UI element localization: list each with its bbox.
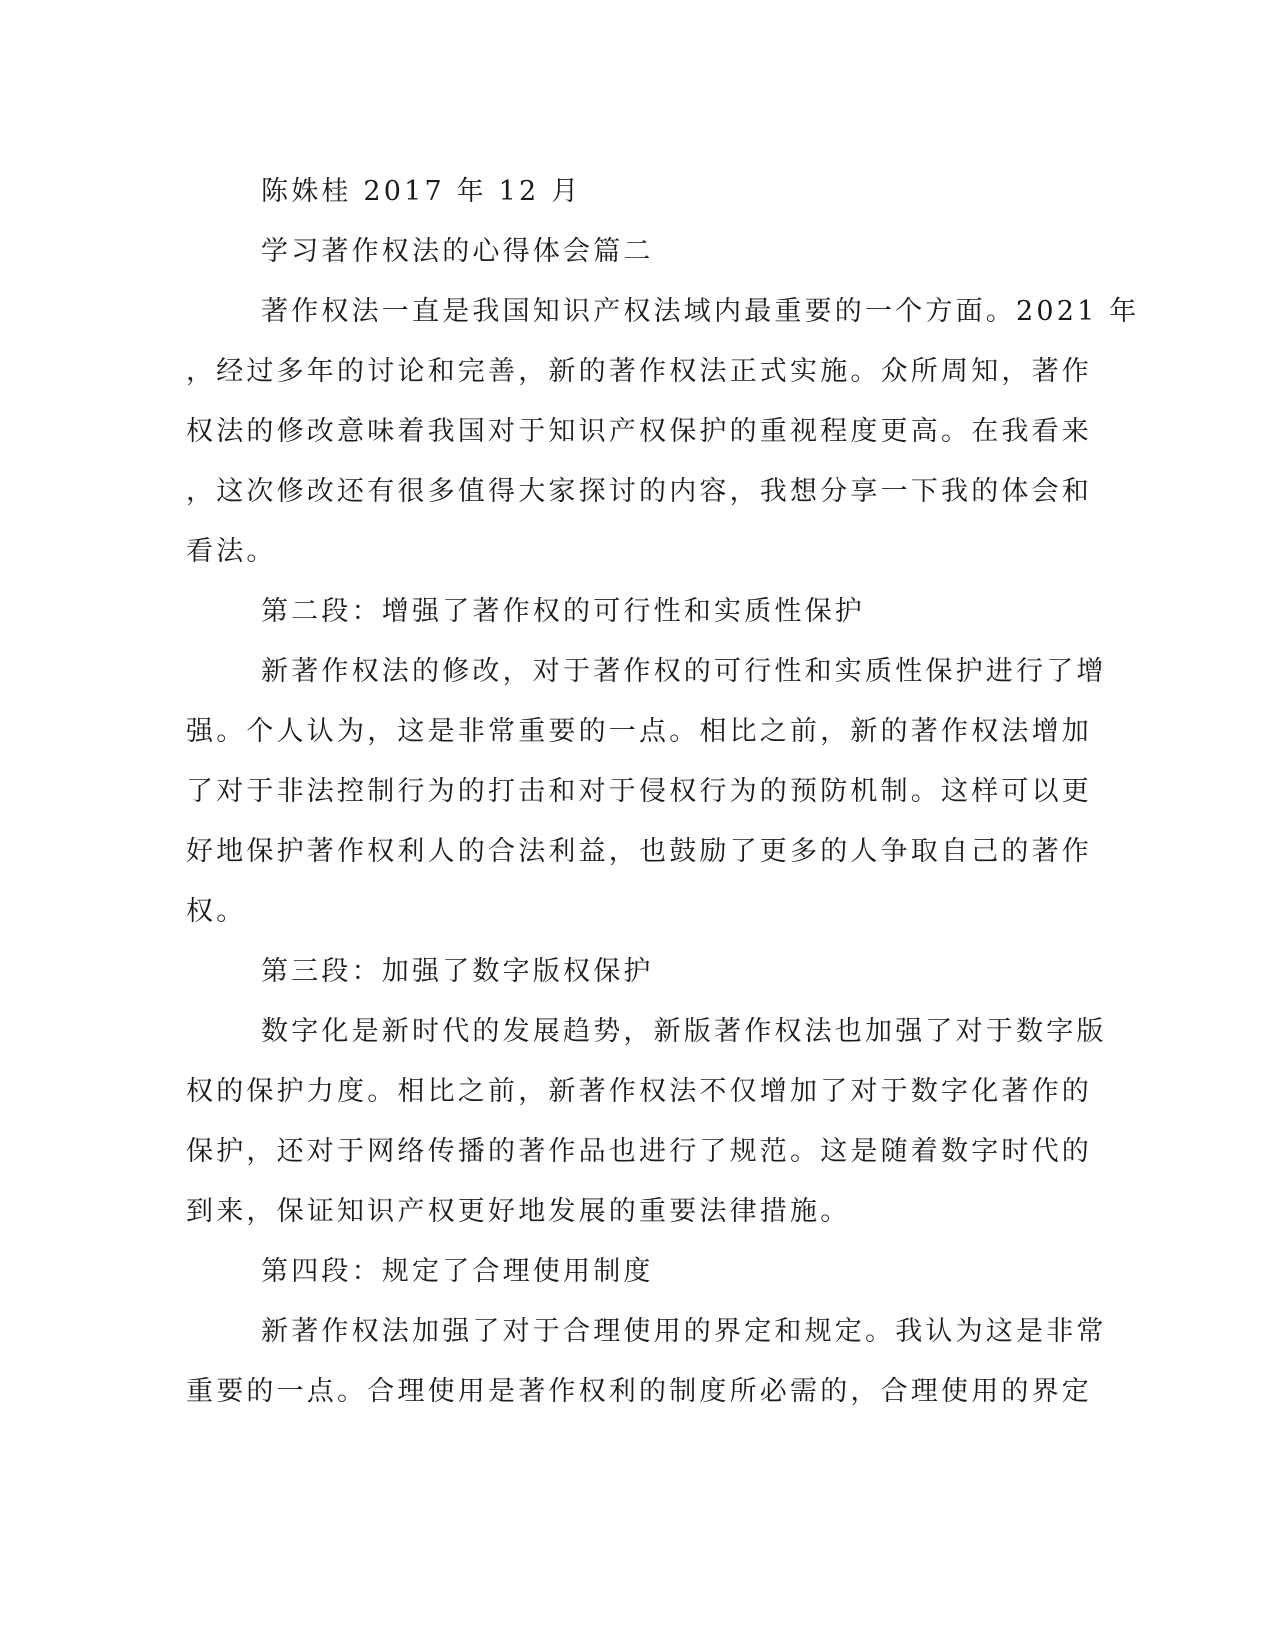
- paragraph-line: 权的保护力度。相比之前，新著作权法不仅增加了对于数字化著作的: [186, 1076, 1092, 1107]
- section-title: 学习著作权法的心得体会篇二: [261, 236, 654, 267]
- paragraph-line: 了对于非法控制行为的打击和对于侵权行为的预防机制。这样可以更: [186, 776, 1092, 807]
- paragraph-line: ，这次修改还有很多值得大家探讨的内容，我想分享一下我的体会和: [186, 476, 1092, 507]
- paragraph-line: 权。: [186, 896, 247, 927]
- paragraph-line: ，经过多年的讨论和完善，新的著作权法正式实施。众所周知，著作: [186, 356, 1092, 387]
- paragraph-line: 强。个人认为，这是非常重要的一点。相比之前，新的著作权法增加: [186, 716, 1092, 747]
- paragraph-line: 看法。: [186, 536, 277, 567]
- subsection-heading: 第二段：增强了著作权的可行性和实质性保护: [261, 596, 865, 627]
- paragraph-line: 保护，还对于网络传播的著作品也进行了规范。这是随着数字时代的: [186, 1136, 1092, 1167]
- subsection-heading: 第三段：加强了数字版权保护: [261, 956, 654, 987]
- document-body: [186, 162, 1140, 1422]
- paragraph-line: 著作权法一直是我国知识产权法域内最重要的一个方面。2021 年: [261, 296, 1140, 327]
- paragraph-line: 好地保护著作权利人的合法利益，也鼓励了更多的人争取自己的著作: [186, 836, 1092, 867]
- paragraph-line: 数字化是新时代的发展趋势，新版著作权法也加强了对于数字版: [261, 1016, 1107, 1047]
- paragraph-line: 权法的修改意味着我国对于知识产权保护的重视程度更高。在我看来: [186, 416, 1092, 447]
- paragraph-line: 重要的一点。合理使用是著作权利的制度所必需的，合理使用的界定: [186, 1376, 1092, 1407]
- paragraph-line: 到来，保证知识产权更好地发展的重要法律措施。: [186, 1196, 851, 1227]
- paragraph-line: 新著作权法加强了对于合理使用的界定和规定。我认为这是非常: [261, 1316, 1107, 1347]
- paragraph-line: 新著作权法的修改，对于著作权的可行性和实质性保护进行了增: [261, 656, 1107, 687]
- author-date-line: 陈姝桂 2017 年 12 月: [261, 176, 582, 207]
- subsection-heading: 第四段：规定了合理使用制度: [261, 1256, 654, 1287]
